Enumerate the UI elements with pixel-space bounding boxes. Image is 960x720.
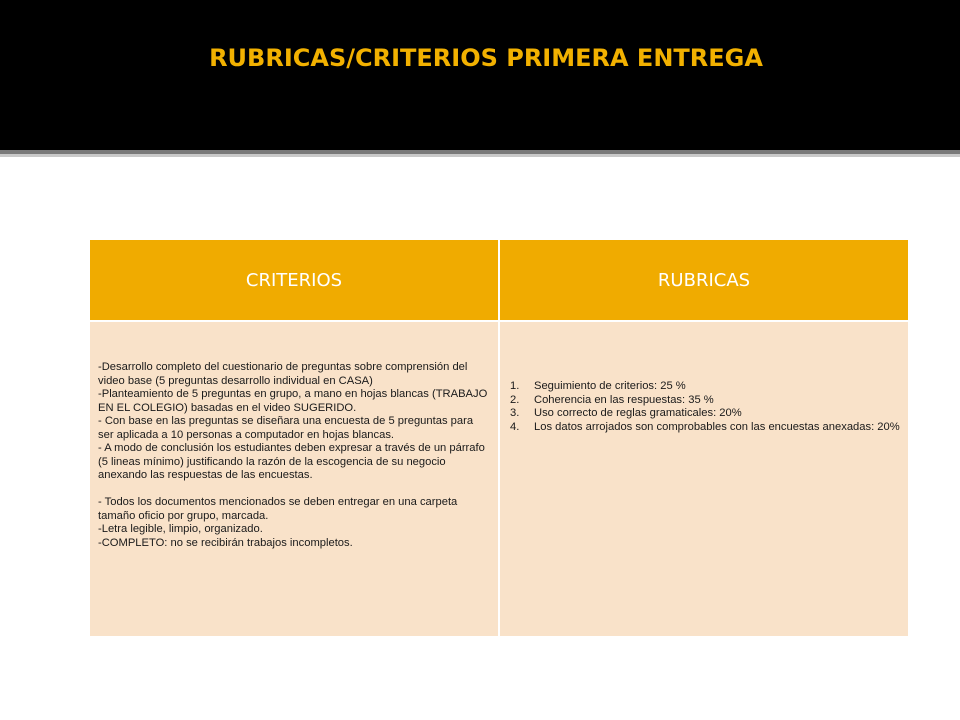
criterio-line: - A modo de conclusión los estudiantes deben expresar a través de un párrafo (5 lineas mínimo) justificando la razón de la escogencia de su negocio anexando las respuestas de las encuestas. <box>98 442 485 481</box>
rubric-item <box>510 394 900 408</box>
rubric-text: Seguimiento de criterios: 25 % <box>534 380 686 392</box>
rubricas-cell <box>499 321 908 636</box>
rubric-table <box>90 240 908 636</box>
rubric-item <box>510 407 900 421</box>
rubric-item <box>510 380 900 394</box>
rubric-list <box>510 380 900 434</box>
table-row <box>90 321 908 636</box>
rubric-text: Los datos arrojados son comprobables con las encuestas anexadas: 20% <box>534 420 900 433</box>
rubric-number: 4. <box>510 420 520 433</box>
criterio-line: -Letra legible, limpio, organizado. <box>98 523 263 535</box>
title-divider-light <box>0 154 960 157</box>
criterio-line: -Planteamiento de 5 preguntas en grupo, a mano en hojas blancas (TRABAJO EN EL COLEGIO) basadas en el video SUGERIDO. <box>98 388 488 414</box>
header-criterios: CRITERIOS <box>90 240 499 321</box>
rubric-text: Uso correcto de reglas gramaticales: 20% <box>534 407 742 419</box>
rubric-item <box>510 421 900 435</box>
rubric-number: 1. <box>510 380 520 392</box>
criterio-line: - Todos los documentos mencionados se deben entregar en una carpeta tamaño oficio por grupo, marcada. <box>98 496 458 522</box>
rubric-number: 2. <box>510 393 520 406</box>
table-header-row <box>90 240 908 321</box>
rubric-text: Coherencia en las respuestas: 35 % <box>534 393 714 406</box>
rubric-number: 3. <box>510 407 520 419</box>
title-band <box>0 0 960 150</box>
criterio-line: -COMPLETO: no se recibirán trabajos incompletos. <box>98 536 353 549</box>
criterio-spacer <box>98 483 490 497</box>
criterio-line: - Con base en las preguntas se diseñara una encuesta de 5 preguntas para ser aplicada a 10 personas a computador en hojas blancas. <box>98 415 474 441</box>
criterio-line: -Desarrollo completo del cuestionario de preguntas sobre comprensión del video base (5 preguntas desarrollo individual en CASA) <box>98 361 468 387</box>
criterios-cell <box>90 321 499 636</box>
slide-title: RUBRICAS/CRITERIOS PRIMERA ENTREGA <box>209 44 763 72</box>
header-rubricas: RUBRICAS <box>499 240 908 321</box>
